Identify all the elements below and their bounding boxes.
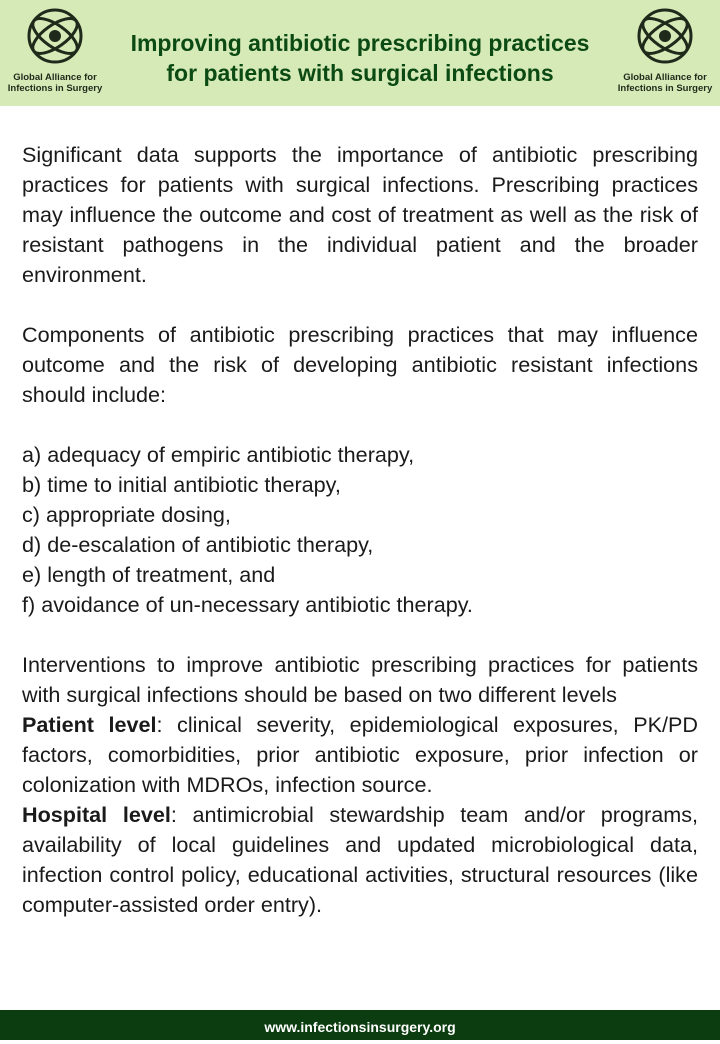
patient-level-paragraph: [22, 710, 698, 800]
list-item: f) avoidance of un-necessary antibiotic therapy.: [22, 592, 473, 617]
logo-right-line2: Infections in Surgery: [617, 83, 713, 94]
website-link[interactable]: www.infectionsinsurgery.org: [264, 1019, 456, 1035]
logo-left-line1: Global Alliance for: [13, 72, 97, 83]
interventions-paragraph: Interventions to improve antibiotic prescribing practices for patients with surgical infections should be based on two different levels: [22, 652, 698, 707]
globe-logo-icon: [635, 6, 695, 66]
globe-logo-icon: [25, 6, 85, 66]
list-item: c) appropriate dosing,: [22, 502, 231, 527]
patient-level-text: : clinical severity, epidemiological exposures, PK/PD factors, comorbidities, prior antibiotic exposure, prior infection or colonization with MDROs, infection source.: [22, 712, 698, 797]
intro-paragraph: Significant data supports the importance of antibiotic prescribing practices for patients with surgical infections. Prescribing practices may influence the outcome and cost of treatment as well as the risk of resistant pathogens in the individual patient and the broader environment.: [22, 142, 698, 287]
logo-left-text: [0, 72, 110, 94]
logo-right: [610, 4, 720, 102]
logo-right-text: [610, 72, 720, 94]
logo-left-line2: Infections in Surgery: [7, 83, 103, 94]
components-paragraph: Components of antibiotic prescribing practices that may influence outcome and the risk of developing antibiotic resistant infections should include:: [22, 322, 698, 407]
logo-left: [0, 4, 110, 102]
components-list: [22, 440, 698, 620]
logo-right-line1: Global Alliance for: [623, 72, 707, 83]
footer-bar: [0, 1010, 720, 1040]
header-banner: [0, 0, 720, 106]
list-item: a) adequacy of empiric antibiotic therapy,: [22, 442, 415, 467]
page-title: [110, 28, 610, 88]
title-line1: Improving antibiotic prescribing practices: [130, 30, 590, 56]
list-item: e) length of treatment, and: [22, 562, 276, 587]
patient-level-label: Patient level: [22, 712, 157, 737]
hospital-level-label: Hospital level: [22, 802, 171, 827]
title-line2: for patients with surgical infections: [166, 60, 554, 86]
list-item: d) de-escalation of antibiotic therapy,: [22, 532, 374, 557]
list-item: b) time to initial antibiotic therapy,: [22, 472, 341, 497]
hospital-level-text: : antimicrobial stewardship team and/or programs, availability of local guidelines and updated microbiological data, infection control policy, educational activities, structural resources (like computer-assisted order entry).: [22, 802, 698, 917]
hospital-level-paragraph: [22, 800, 698, 920]
main-content: [22, 140, 698, 920]
